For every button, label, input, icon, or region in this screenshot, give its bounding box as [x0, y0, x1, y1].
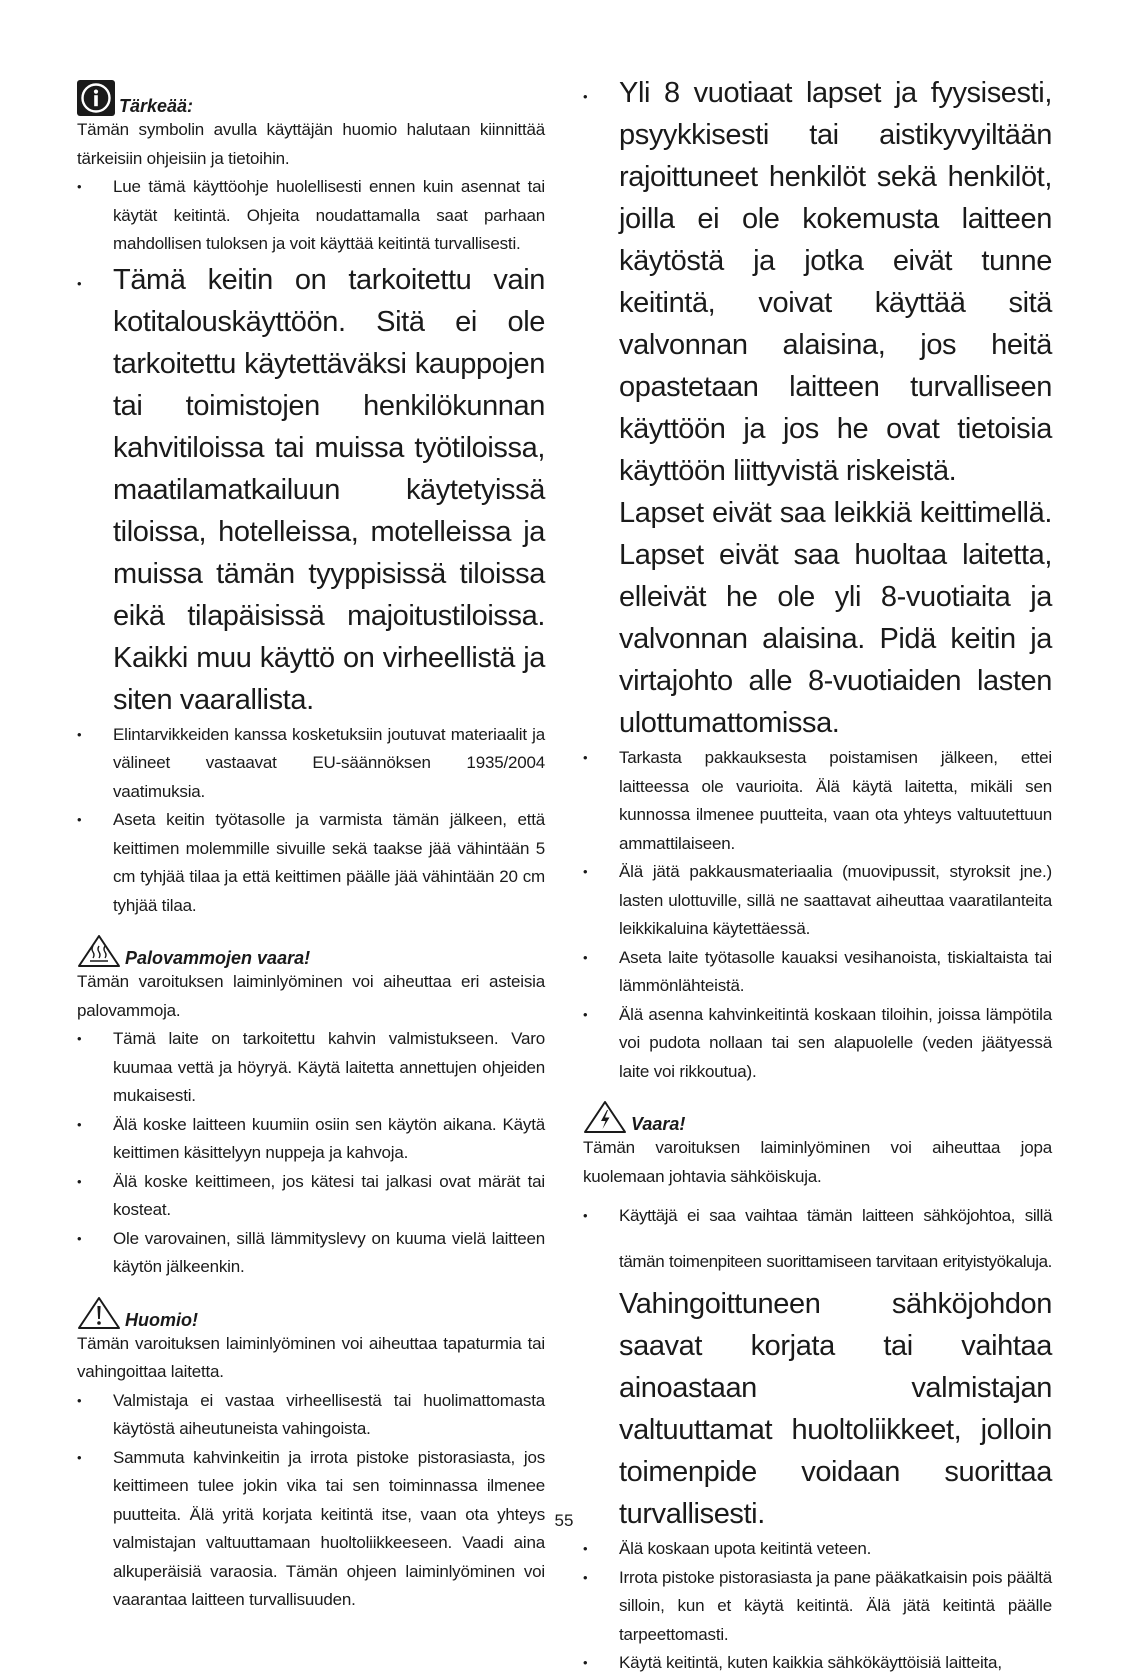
note-bullet-2: • Sammuta kahvinkeitin ja irrota pistoke pistorasiasta, jos keittimeen tulee jokin vika tai sen toiminnassa ilmenee puutteita. Älä yritä korjata keitintä itse, vaan ota yhteys valmistajan valtuuttamaan huoltoliikkeeseen. Vaadi aina alkuperäisiä varaosia. Tämän ohjeen laiminlyöminen voi vaarantaa laitteen turvallisuuden.	[77, 1444, 545, 1615]
burn-bullet-4: • Ole varovainen, sillä lämmityslevy on kuuma vielä laitteen käytön jälkeenkin.	[77, 1225, 545, 1282]
page-number: 55	[554, 1511, 574, 1530]
children-bullet: • Yli 8 vuotiaat lapset ja fyysisesti, psyykkisesti tai aistikyvyiltään rajoittuneet henkilöt sekä henkilöt, joilla ei ole kokemusta laitteen käytöstä ja jotka eivät tunne keitintä, voivat käyttää sitä valvonnan alaisina, jos heitä opastetaan laitteen turvalliseen käyttöön ja jos he ovat tietoisia käyttöön liittyvistä riskeistä.	[583, 72, 1052, 492]
check-bullet-2: • Älä jätä pakkausmateriaalia (muovipussit, styroksit jne.) lasten ulottuville, sillä ne saattavat aiheuttaa vaaratilanteita leikkikaluina käytettäessä.	[583, 858, 1052, 944]
burn-bullet-2: • Älä koske laitteen kuumiin osiin sen käytön aikana. Käytä keittimen käsittelyyn nuppeja ja kahvoja.	[77, 1111, 545, 1168]
important-bullet-4: • Aseta keitin työtasolle ja varmista tämän jälkeen, että keittimen molemmille sivuille sekä taakse jää vähintään 5 cm tyhjää tilaa ja että keittimen päälle jää vähintään 20 cm tyhjää tilaa.	[77, 806, 545, 920]
note-intro: Tämän varoituksen laiminlyöminen voi aiheuttaa tapaturmia tai vahingoittaa laitetta.	[77, 1333, 545, 1381]
cord-bullet	[583, 1191, 1052, 1535]
important-bullet-2: • Tämä keitin on tarkoitettu vain kotitalouskäyttöön. Sitä ei ole tarkoitettu käytettäväksi kauppojen tai toimistojen henkilökunnan kahvitiloissa tai muissa työtiloissa, maatilamatkailuun käytetyissä tiloissa, hotelleissa, motelleissa ja muissa tämän tyyppisissä tiloissa eikä tilapäisissä majoitustiloissa. Kaikki muu käyttö on virheellistä ja siten vaarallista.	[77, 259, 545, 721]
danger-intro: Tämän varoituksen laiminlyöminen voi aiheuttaa jopa kuolemaan johtavia sähköiskuja.	[583, 1138, 1052, 1186]
cord-small-text: Käyttäjä ei saa vaihtaa tämän laitteen sähköjohtoa, sillä tämän toimenpiteen suorittamiseen tarvitaan erityistyökaluja.	[619, 1206, 1052, 1271]
burn-heading	[77, 928, 545, 968]
check-bullet-3: • Aseta laite työtasolle kauaksi vesihanoista, tiskialtaista tai lämmönlähteistä.	[583, 944, 1052, 1001]
cord-big-text: Vahingoittuneen sähköjohdon saavat korjata tai vaihtaa ainoastaan valmistajan valtuuttamat huoltoliikkeet, jolloin toimenpide voidaan suorittaa turvallisesti.	[619, 1288, 1052, 1530]
burn-intro: Tämän varoituksen laiminlyöminen voi aiheuttaa eri asteisia palovammoja.	[77, 972, 545, 1020]
important-title: Tärkeää:	[119, 96, 194, 116]
electric-shock-warning-icon	[583, 1100, 627, 1134]
check-bullet-4: • Älä asenna kahvinkeitintä koskaan tiloihin, joissa lämpötila voi pudota nollaan tai sen alapuolelle (veden jäätyessä laite voi rikkoutua).	[583, 1001, 1052, 1087]
danger-heading	[583, 1094, 1052, 1134]
note-heading	[77, 1290, 545, 1330]
burn-bullet-1: • Tämä laite on tarkoitettu kahvin valmistukseen. Varo kuumaa vettä ja höyryä. Käytä laitetta annettujen ohjeiden mukaisesti.	[77, 1025, 545, 1111]
info-icon	[77, 80, 115, 116]
note-title: Huomio!	[125, 1309, 198, 1330]
check-bullet-1: • Tarkasta pakkauksesta poistamisen jälkeen, ettei laitteessa ole vaurioita. Älä käytä laitetta, mikäli sen kunnossa ilmenee puutteita, vaan ota yhteys valtuutettuun ammattilaiseen.	[583, 744, 1052, 858]
left-column	[77, 76, 545, 1615]
burn-title: Palovammojen vaara!	[125, 948, 311, 968]
children-continuation: Lapset eivät saa leikkiä keittimellä. Lapset eivät saa huoltaa laitetta, elleivät he ole yli 8-vuotiaita ja valvonnan alaisina. Pidä keitin ja virtajohto alle 8-vuotiaiden lasten ulottumattomissa.	[619, 497, 1052, 739]
important-heading	[77, 76, 545, 116]
final-bullet-3: • Käytä keitintä, kuten kaikkia sähkökäyttöisiä laitteita,	[583, 1649, 1052, 1678]
final-bullet-1: • Älä koskaan upota keitintä veteen.	[583, 1535, 1052, 1564]
note-bullet-1: • Valmistaja ei vastaa virheellisestä tai huolimattomasta käytöstä aiheutuneista vahingoista.	[77, 1387, 545, 1444]
important-bullet-1: • Lue tämä käyttöohje huolellisesti ennen kuin asennat tai käytät keitintä. Ohjeita noudattamalla saat parhaan mahdollisen tuloksen ja voit käyttää keitintä turvallisesti.	[77, 173, 545, 259]
final-bullet-2: • Irrota pistoke pistorasiasta ja pane pääkatkaisin pois päältä silloin, kun et käytä keitintä. Älä jätä keitintä päälle tarpeettomasti.	[583, 1564, 1052, 1650]
right-column	[583, 76, 1052, 1678]
important-intro: Tämän symbolin avulla käyttäjän huomio halutaan kiinnittää tärkeisiin ohjeisiin ja tietoihin.	[77, 120, 545, 168]
burn-bullet-3: • Älä koske keittimeen, jos kätesi tai jalkasi ovat märät tai kosteat.	[77, 1168, 545, 1225]
danger-title: Vaara!	[631, 1114, 686, 1134]
caution-icon	[77, 1296, 121, 1330]
important-bullet-3: • Elintarvikkeiden kanssa kosketuksiin joutuvat materiaalit ja välineet vastaavat EU-säännöksen 1935/2004 vaatimuksia.	[77, 721, 545, 807]
hot-surface-warning-icon	[77, 934, 121, 968]
